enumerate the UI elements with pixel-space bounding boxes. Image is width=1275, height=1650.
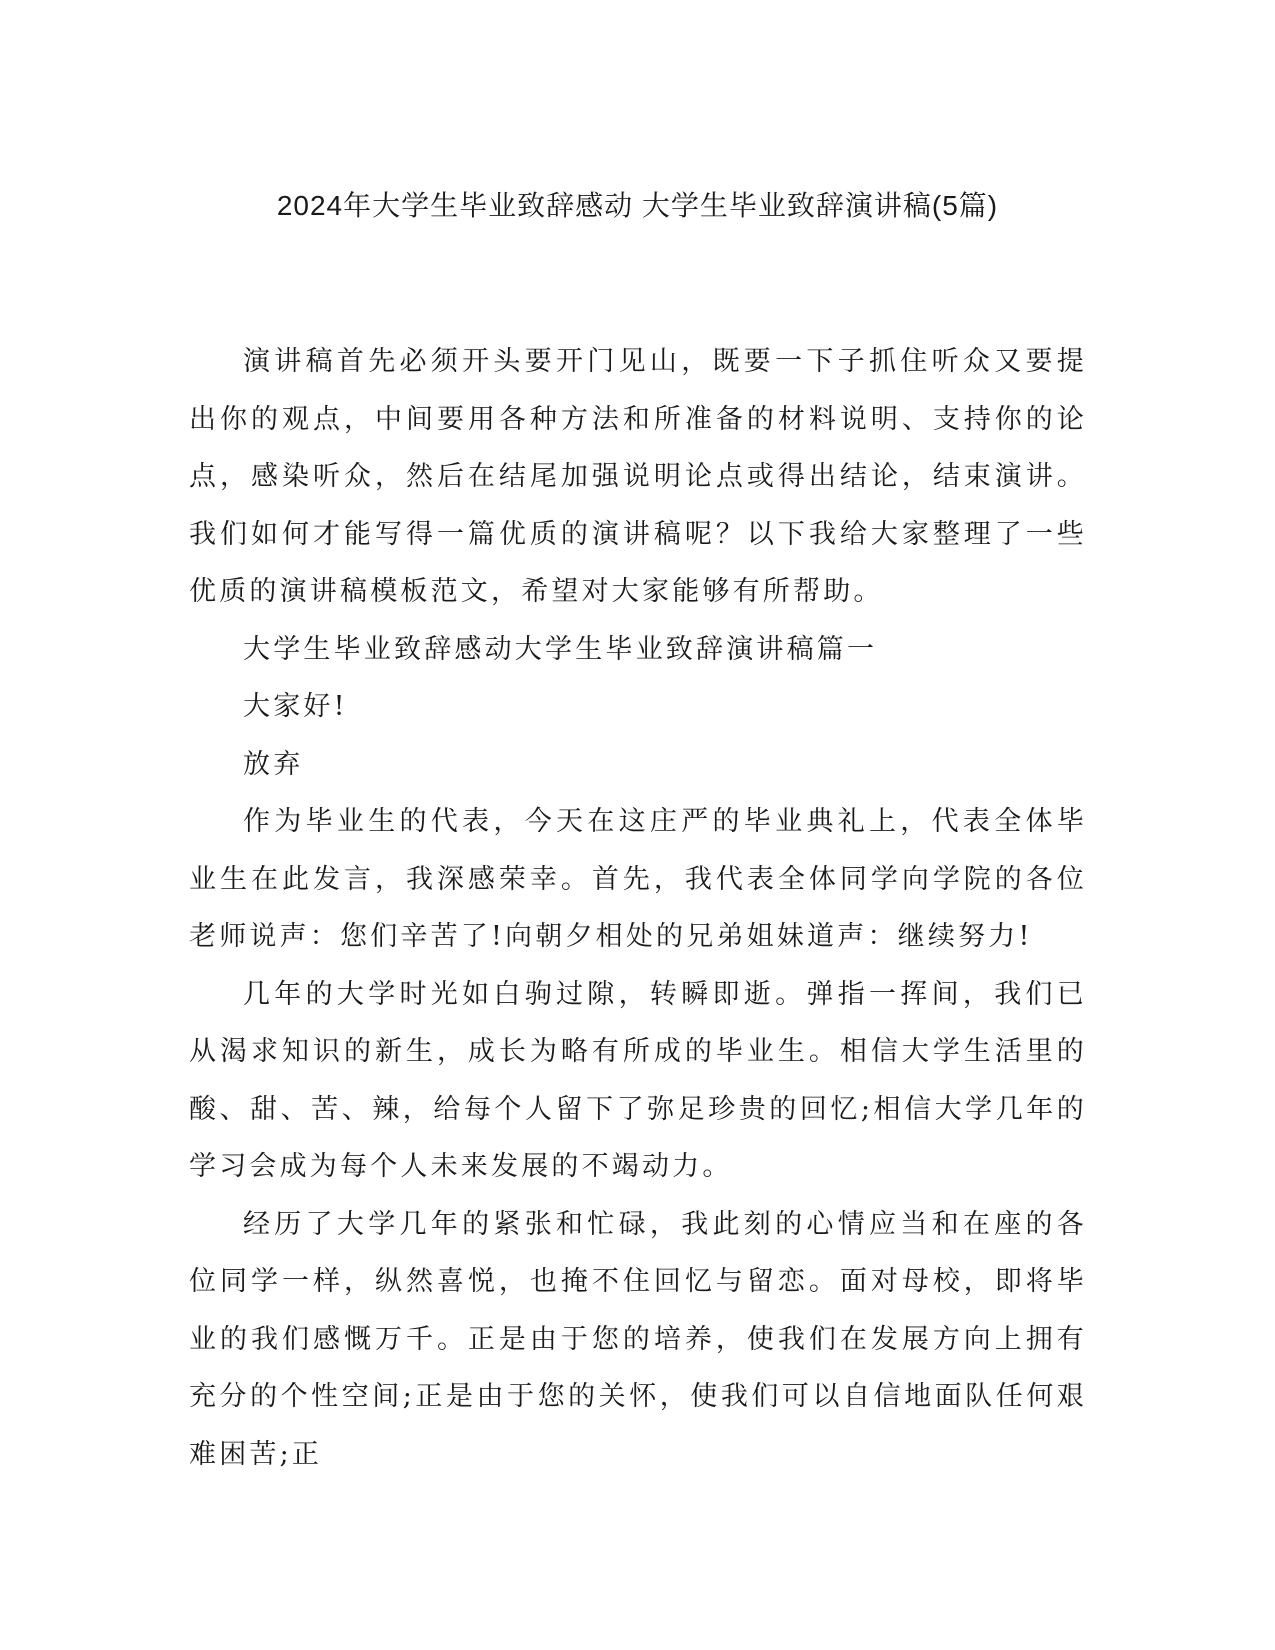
body-paragraph: 经历了大学几年的紧张和忙碌，我此刻的心情应当和在座的各位同学一样，纵然喜悦，也掩不住回忆与留恋。面对母校，即将毕业的我们感慨万千。正是由于您的培养，使我们在发展方向上拥有充分的个性空间;正是由于您的关怀，使我们可以自信地面队任何艰难困苦;正 <box>189 1208 1087 1470</box>
document-title: 2024年大学生毕业致辞感动 大学生毕业致辞演讲稿(5篇) <box>276 190 999 221</box>
document-body <box>189 333 1087 1483</box>
body-paragraph: 放弃 <box>243 748 304 780</box>
section-heading: 大学生毕业致辞感动大学生毕业致辞演讲稿篇一 <box>243 633 878 665</box>
body-paragraph: 几年的大学时光如白驹过隙，转瞬即逝。弹指一挥间，我们已从渴求知识的新生，成长为略有所成的毕业生。相信大学生活里的酸、甜、苦、辣，给每个人留下了弥足珍贵的回忆;相信大学几年的学习会成为每个人未来发展的不竭动力。 <box>189 978 1087 1182</box>
body-paragraph: 作为毕业生的代表，今天在这庄严的毕业典礼上，代表全体毕业生在此发言，我深感荣幸。首先，我代表全体同学向学院的各位老师说声：您们辛苦了!向朝夕相处的兄弟姐妹道声：继续努力! <box>189 806 1087 952</box>
intro-paragraph: 演讲稿首先必须开头要开门见山，既要一下子抓住听众又要提出你的观点，中间要用各种方法和所准备的材料说明、支持你的论点，感染听众，然后在结尾加强说明论点或得出结论，结束演讲。我们如何才能写得一篇优质的演讲稿呢？以下我给大家整理了一些优质的演讲稿模板范文，希望对大家能够有所帮助。 <box>189 346 1087 607</box>
greeting-paragraph: 大家好! <box>243 691 348 722</box>
